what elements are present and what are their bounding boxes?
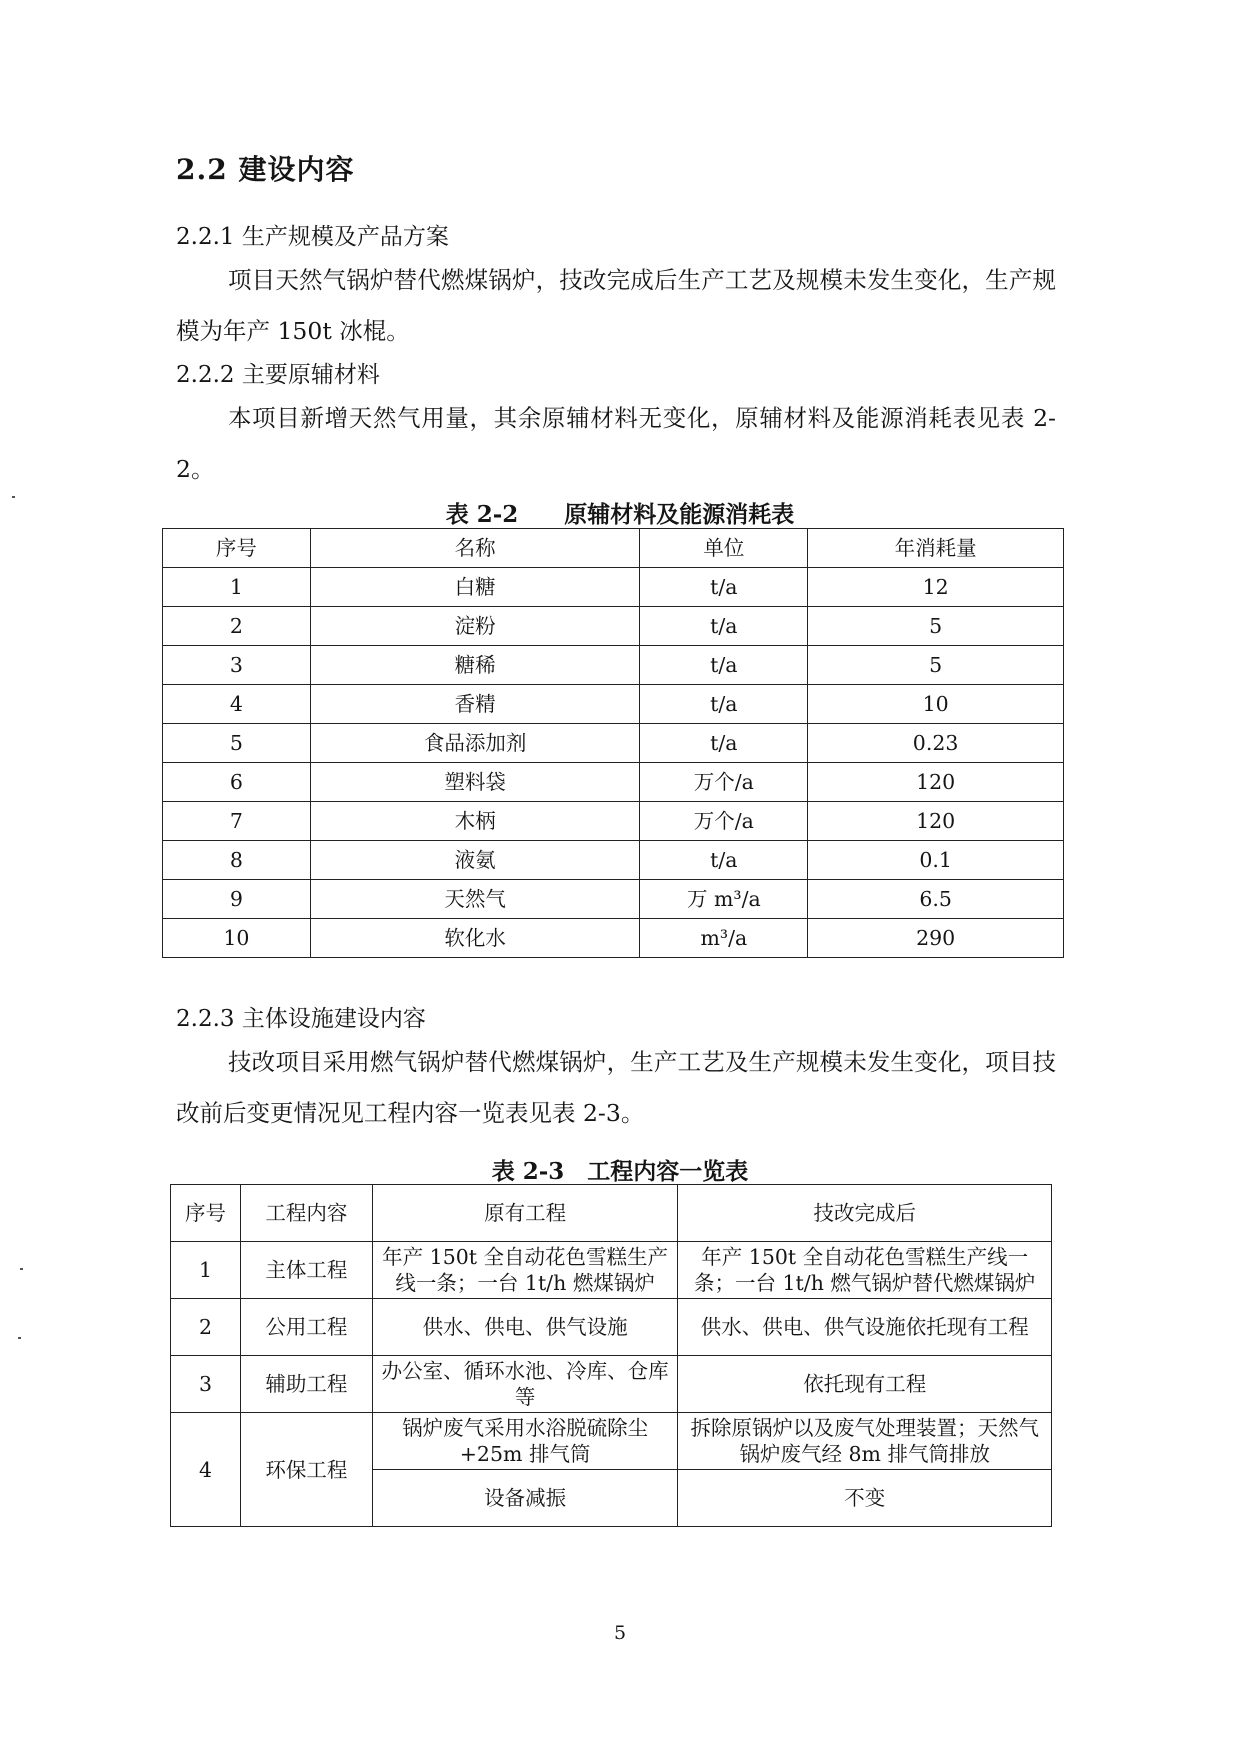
- table-cell: 依托现有工程: [678, 1356, 1052, 1413]
- table-cell: 2: [171, 1299, 241, 1356]
- header-cell: 技改完成后: [678, 1185, 1052, 1242]
- table-row: [163, 841, 1064, 880]
- table-cell: 8: [163, 841, 311, 880]
- header-cell: 序号: [163, 529, 311, 568]
- table-cell: t/a: [640, 568, 808, 607]
- table-cell: 供水、供电、供气设施: [372, 1299, 678, 1356]
- table-2-3: [170, 1184, 1052, 1527]
- scan-speck: [18, 1337, 21, 1339]
- table-cell: 9: [163, 880, 311, 919]
- table-cell: 公用工程: [240, 1299, 372, 1356]
- table-cell: t/a: [640, 724, 808, 763]
- table-cell: 万个/a: [640, 802, 808, 841]
- table-header-row: [171, 1185, 1052, 1242]
- table-cell: 拆除原锅炉以及废气处理装置；天然气锅炉废气经 8m 排气筒排放: [678, 1413, 1052, 1470]
- table-cell: 120: [808, 802, 1064, 841]
- table-2-2-caption: 表 2-2 原辅材料及能源消耗表: [445, 501, 795, 528]
- table-cell: 淀粉: [310, 607, 640, 646]
- table-cell: 环保工程: [240, 1413, 372, 1527]
- table-cell: t/a: [640, 685, 808, 724]
- table-cell: 万 m³/a: [640, 880, 808, 919]
- table-row: [163, 724, 1064, 763]
- table-cell: 不变: [678, 1470, 1052, 1527]
- table-cell: 7: [163, 802, 311, 841]
- table-cell: 6.5: [808, 880, 1064, 919]
- table-cell: 4: [163, 685, 311, 724]
- table-cell: 塑料袋: [310, 763, 640, 802]
- table-cell: 软化水: [310, 919, 640, 958]
- table-cell: 锅炉废气采用水浴脱硫除尘+25m 排气筒: [372, 1413, 678, 1470]
- table-cell: 10: [163, 919, 311, 958]
- header-cell: 单位: [640, 529, 808, 568]
- table-cell: 3: [163, 646, 311, 685]
- header-cell: 原有工程: [372, 1185, 678, 1242]
- table-cell: 天然气: [310, 880, 640, 919]
- subsection-heading-2-2-2: 2.2.2 主要原辅材料: [176, 362, 380, 388]
- table-row: [163, 763, 1064, 802]
- table-cell: m³/a: [640, 919, 808, 958]
- table-row: [171, 1242, 1052, 1299]
- table-2-3-caption: 表 2-3 工程内容一览表: [491, 1158, 749, 1185]
- table-row: [163, 568, 1064, 607]
- table-cell: 0.1: [808, 841, 1064, 880]
- table-cell: 120: [808, 763, 1064, 802]
- table-header-row: [163, 529, 1064, 568]
- section-heading: 2.2 建设内容: [176, 153, 355, 186]
- table-cell: 液氨: [310, 841, 640, 880]
- table-cell: t/a: [640, 841, 808, 880]
- table-row: [163, 919, 1064, 958]
- table-cell: 辅助工程: [240, 1356, 372, 1413]
- table-row: [163, 646, 1064, 685]
- table-2-2: [162, 528, 1064, 958]
- page-number: 5: [613, 1622, 627, 1644]
- table-cell: 供水、供电、供气设施依托现有工程: [678, 1299, 1052, 1356]
- table-cell: 设备减振: [372, 1470, 678, 1527]
- table-cell: 年产 150t 全自动花色雪糕生产线一条；一台 1t/h 燃气锅炉替代燃煤锅炉: [678, 1242, 1052, 1299]
- table-row: [171, 1299, 1052, 1356]
- scan-speck: [12, 496, 15, 498]
- table-cell: 290: [808, 919, 1064, 958]
- table-cell: 食品添加剂: [310, 724, 640, 763]
- subsection-heading-2-2-3: 2.2.3 主体设施建设内容: [176, 1006, 426, 1032]
- header-cell: 名称: [310, 529, 640, 568]
- table-row: [163, 685, 1064, 724]
- paragraph-main-facilities: 技改项目采用燃气锅炉替代燃煤锅炉，生产工艺及生产规模未发生变化，项目技改前后变更情况见工程内容一览表见表 2-3。: [176, 1048, 1056, 1127]
- table-cell: 4: [171, 1413, 241, 1527]
- table-cell: 1: [171, 1242, 241, 1299]
- table-cell: 年产 150t 全自动花色雪糕生产线一条；一台 1t/h 燃煤锅炉: [372, 1242, 678, 1299]
- header-cell: 年消耗量: [808, 529, 1064, 568]
- table-cell: t/a: [640, 607, 808, 646]
- table-row: [171, 1413, 1052, 1470]
- table-cell: t/a: [640, 646, 808, 685]
- scan-speck: [20, 1268, 23, 1270]
- subsection-heading-2-2-1: 2.2.1 生产规模及产品方案: [176, 224, 449, 250]
- table-row: [171, 1356, 1052, 1413]
- table-cell: 主体工程: [240, 1242, 372, 1299]
- table-cell: 5: [808, 646, 1064, 685]
- table-cell: 0.23: [808, 724, 1064, 763]
- table-cell: 3: [171, 1356, 241, 1413]
- table-cell: 香精: [310, 685, 640, 724]
- table-cell: 白糖: [310, 568, 640, 607]
- paragraph-production-scale: 项目天然气锅炉替代燃煤锅炉，技改完成后生产工艺及规模未发生变化，生产规模为年产 150t 冰棍。: [176, 266, 1056, 345]
- table-cell: 12: [808, 568, 1064, 607]
- header-cell: 工程内容: [240, 1185, 372, 1242]
- table-cell: 10: [808, 685, 1064, 724]
- header-cell: 序号: [171, 1185, 241, 1242]
- table-cell: 5: [163, 724, 311, 763]
- table-cell: 万个/a: [640, 763, 808, 802]
- table-row: [163, 802, 1064, 841]
- table-cell: 木柄: [310, 802, 640, 841]
- table-cell: 6: [163, 763, 311, 802]
- paragraph-raw-materials: 本项目新增天然气用量，其余原辅材料无变化，原辅材料及能源消耗表见表 2-2。: [176, 404, 1056, 483]
- table-cell: 糖稀: [310, 646, 640, 685]
- table-cell: 办公室、循环水池、冷库、仓库等: [372, 1356, 678, 1413]
- table-cell: 2: [163, 607, 311, 646]
- table-row: [163, 880, 1064, 919]
- table-cell: 1: [163, 568, 311, 607]
- table-row: [163, 607, 1064, 646]
- table-cell: 5: [808, 607, 1064, 646]
